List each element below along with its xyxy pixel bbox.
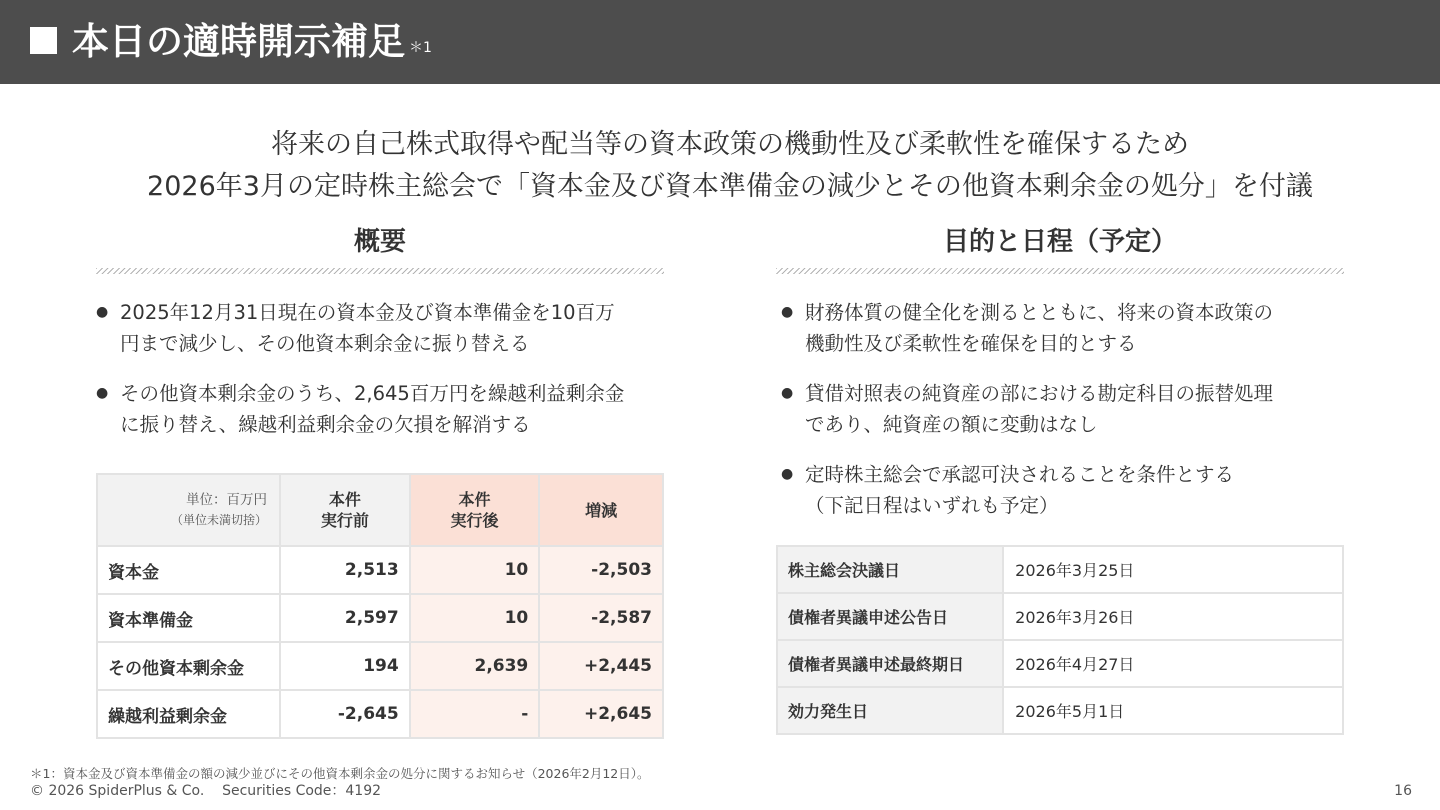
schedule-date: 2026年5月1日 xyxy=(1003,687,1343,734)
table-row xyxy=(97,642,663,690)
bullet-icon: ● xyxy=(781,385,794,401)
table-row xyxy=(777,593,1343,640)
square-icon xyxy=(30,27,57,54)
schedule-label: 効力発生日 xyxy=(777,687,1003,734)
overview-title: 概要 xyxy=(353,227,406,257)
row-label: 資本準備金 xyxy=(97,594,280,642)
table-row xyxy=(97,690,663,738)
list-item: ● 財務体質の健全化を測るとともに、将来の資本政策の 機動性及び柔軟性を確保を目的とする xyxy=(781,297,1361,359)
after-value: 10 xyxy=(410,594,540,642)
schedule-divider xyxy=(776,268,1344,274)
header-bar xyxy=(0,0,1440,84)
before-value: 2,513 xyxy=(280,546,410,594)
schedule-title: 目的と日程（予定） xyxy=(942,227,1177,257)
schedule-date: 2026年3月26日 xyxy=(1003,593,1343,640)
list-item: ● 定時株主総会で承認可決されることを条件とする （下記日程はいずれも予定） xyxy=(781,459,1361,521)
table-row xyxy=(97,594,663,642)
row-label: その他資本剰余金 xyxy=(97,642,280,690)
bullet-icon: ● xyxy=(781,466,794,482)
col-header-diff: 増減 xyxy=(539,474,663,546)
schedule-date: 2026年4月27日 xyxy=(1003,640,1343,687)
purpose-bullets xyxy=(781,297,1361,540)
overview-divider xyxy=(96,268,664,274)
footnote: ＊1：資本金及び資本準備金の額の減少並びにその他資本剰余金の処分に関するお知らせ（2026年2月12日）。 xyxy=(30,766,650,781)
diff-value: +2,445 xyxy=(539,642,663,690)
schedule-table xyxy=(776,545,1344,735)
bullet-icon: ● xyxy=(781,304,794,320)
row-label: 資本金 xyxy=(97,546,280,594)
schedule-label: 債権者異議申述公告日 xyxy=(777,593,1003,640)
col-header-before: 本件 実行前 xyxy=(280,474,410,546)
table-header-row xyxy=(97,474,663,546)
diff-value: -2,503 xyxy=(539,546,663,594)
row-label: 繰越利益剰余金 xyxy=(97,690,280,738)
unit-cell: 単位：百万円 （単位未満切捨） xyxy=(97,474,280,546)
table-row xyxy=(777,640,1343,687)
diff-value: +2,645 xyxy=(539,690,663,738)
bullet-icon: ● xyxy=(96,304,109,320)
before-value: -2,645 xyxy=(280,690,410,738)
after-value: 2,639 xyxy=(410,642,540,690)
title-footnote-mark: ＊1 xyxy=(409,40,432,56)
page-number: 16 xyxy=(1394,783,1412,799)
schedule-label: 株主総会決議日 xyxy=(777,546,1003,593)
table-row xyxy=(777,546,1343,593)
capital-table xyxy=(96,473,664,739)
table-row xyxy=(777,687,1343,734)
schedule-label: 債権者異議申述最終期日 xyxy=(777,640,1003,687)
overview-bullets xyxy=(96,297,676,459)
after-value: - xyxy=(410,690,540,738)
list-item: ● その他資本剰余金のうち、2,645百万円を繰越利益剰余金 に振り替え、繰越利益剰余金の欠損を解消する xyxy=(96,378,676,440)
bullet-icon: ● xyxy=(96,385,109,401)
lead-line-1: 将来の自己株式取得や配当等の資本政策の機動性及び柔軟性を確保するため xyxy=(271,129,1189,160)
lead-line-2: 2026年3月の定時株主総会で「資本金及び資本準備金の減少とその他資本剰余金の処分」を付議 xyxy=(147,171,1313,202)
diff-value: -2,587 xyxy=(539,594,663,642)
after-value: 10 xyxy=(410,546,540,594)
list-item: ● 2025年12月31日現在の資本金及び資本準備金を10百万 円まで減少し、その他資本剰余金に振り替える xyxy=(96,297,676,359)
page-title: 本日の適時開示補足 $^{*1}$ xyxy=(72,20,432,63)
before-value: 2,597 xyxy=(280,594,410,642)
col-header-after: 本件 実行後 xyxy=(410,474,540,546)
table-row xyxy=(97,546,663,594)
list-item: ● 貸借対照表の純資産の部における勘定科目の振替処理 であり、純資産の額に変動はなし xyxy=(781,378,1361,440)
schedule-date: 2026年3月25日 xyxy=(1003,546,1343,593)
before-value: 194 xyxy=(280,642,410,690)
copyright: © 2026 SpiderPlus & Co. Securities Code：4192 xyxy=(30,783,382,799)
